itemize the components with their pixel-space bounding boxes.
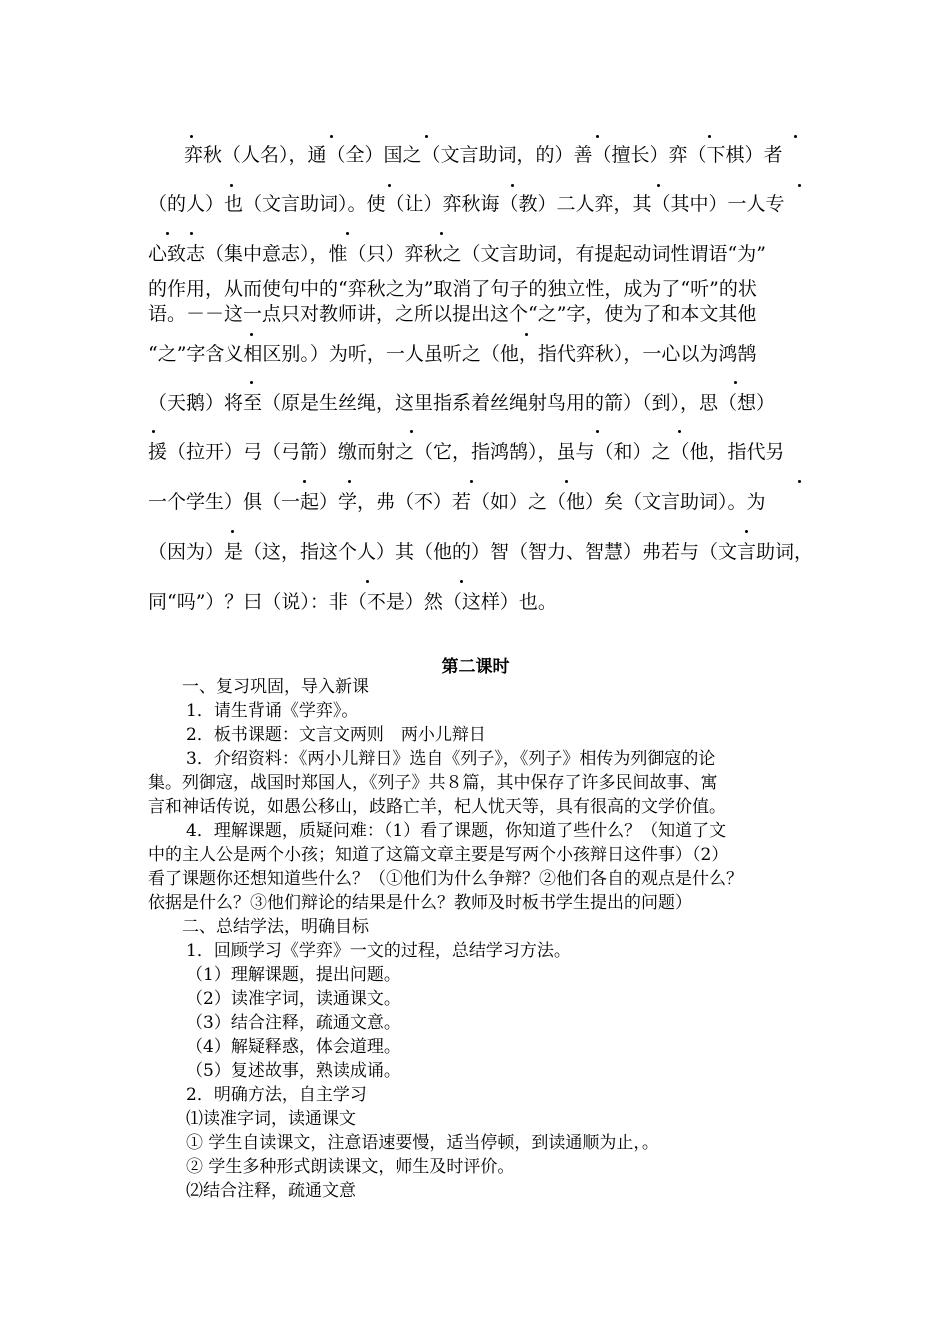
emphasis-dot — [745, 530, 748, 533]
passage-line: （的人）也（文言助词）。使（让）弈秋诲（教）二人弈，其（其中）一人专 — [148, 193, 785, 215]
lesson-line: ② 学生多种形式朗读课文，师生及时评价。 — [186, 1157, 515, 1177]
emphasis-dot — [708, 135, 711, 138]
passage-line: 心致志（集中意志），惟（只）弈秋之（文言助词，有提起动词性谓语“为” — [148, 243, 766, 265]
emphasis-dot — [190, 135, 193, 138]
lesson-line: 2．板书课题：文言文两则 两小儿辩日 — [186, 725, 486, 745]
emphasis-dot — [388, 184, 391, 187]
lesson-line: 中的主人公是两个小孩；知道了这篇文章主要是写两个小孩辩日这件事）（2） — [148, 845, 729, 865]
lesson-line: 依据是什么？③他们辩论的结果是什么？教师及时板书学生提出的问题） — [148, 893, 692, 913]
emphasis-dot — [596, 135, 599, 138]
emphasis-dot — [303, 480, 306, 483]
emphasis-dot — [734, 381, 737, 384]
emphasis-dot — [330, 135, 333, 138]
emphasis-dot — [440, 232, 443, 235]
emphasis-dot — [794, 135, 797, 138]
emphasis-dot — [525, 333, 528, 336]
emphasis-dot — [470, 480, 473, 483]
emphasis-dot — [425, 135, 428, 138]
emphasis-dot — [166, 232, 169, 235]
lesson-line: （1）理解课题，提出问题。 — [186, 965, 401, 985]
lesson-line: （4）解疑释惑，体会道理。 — [186, 1037, 401, 1057]
lesson-line: 3．介绍资料：《两小儿辩日》选自《列子》，《列子》相传为列御寇的论 — [186, 749, 716, 769]
emphasis-dot — [657, 184, 660, 187]
lesson-line: 一、复习巩固，导入新课 — [182, 677, 369, 697]
lesson-line: 1．请生背诵《学弈》。 — [186, 701, 359, 721]
passage-line: 语。－－这一点只对教师讲，之所以提出这个“之”字，使为了和本文其他 — [148, 303, 757, 325]
lesson-line: （5）复述故事，熟读成诵。 — [186, 1061, 401, 1081]
emphasis-dot — [152, 430, 155, 433]
emphasis-dot — [565, 480, 568, 483]
lesson-line: ⑴读准字词，读通课文 — [186, 1109, 356, 1129]
emphasis-dot — [250, 381, 253, 384]
emphasis-dot — [410, 430, 413, 433]
emphasis-dot — [798, 184, 801, 187]
emphasis-dot — [230, 184, 233, 187]
passage-line: （因为）是（这，指这个人）其（他的）智（智力、智慧）弗若与（文言助词， — [148, 541, 814, 563]
emphasis-dot — [231, 530, 234, 533]
lesson-line: 1．回顾学习《学弈》一文的过程，总结学习方法。 — [186, 941, 571, 961]
lesson-line: ① 学生自读课文，注意语速要慢，适当停顿，到读通顺为止，。 — [186, 1133, 659, 1153]
lesson-line: 4．理解课题，质疑问难：（1）看了课题，你知道了些什么？（知道了文 — [186, 821, 727, 841]
emphasis-dot — [460, 580, 463, 583]
lesson-line: 集。列御寇，战国时郑国人，《列子》共８篇，其中保存了许多民间故事、寓 — [148, 773, 718, 793]
section-title: 第二课时 — [441, 657, 510, 677]
emphasis-dot — [596, 430, 599, 433]
passage-line: “之”字含义相区别。）为听，一人虽听之（他，指代弈秋），一心以为鸿鹄 — [148, 343, 757, 365]
passage-line: 的作用，从而使句中的“弈秋之为”取消了句子的独立性，成为了“听”的状 — [148, 278, 757, 300]
emphasis-dot — [346, 232, 349, 235]
emphasis-dot — [348, 480, 351, 483]
emphasis-dot — [678, 430, 681, 433]
passage-line: 同“吗”）？曰（说）：非（不是）然（这样）也。 — [148, 591, 557, 613]
lesson-line: （3）结合注释，疏通文意。 — [186, 1013, 401, 1033]
passage-line: 一个学生）俱（一起）学，弗（不）若（如）之（他）矣（文言助词）。为 — [148, 491, 766, 513]
lesson-line: 看了课题你还想知道些什么？（①他们为什么争辩？②他们各自的观点是什么？ — [148, 869, 743, 889]
emphasis-dot — [798, 480, 801, 483]
emphasis-dot — [250, 333, 253, 336]
emphasis-dot — [366, 580, 369, 583]
lesson-line: ⑵结合注释，疏通文意 — [186, 1181, 356, 1201]
passage-line: 弈秋（人名），通（全）国之（文言助词，的）善（擅长）弈（下棋）者 — [184, 144, 783, 166]
passage-line: （天鹅）将至（原是生丝绳，这里指系着丝绳射鸟用的箭）（到），思（想） — [148, 392, 776, 414]
lesson-line: 2．明确方法，自主学习 — [186, 1085, 367, 1105]
passage-line: 援（拉开）弓（弓箭）缴而射之（它，指鸿鹄），虽与（和）之（他，指代另 — [148, 441, 785, 463]
emphasis-dot — [511, 184, 514, 187]
lesson-line: （2）读准字词，读通课文。 — [186, 989, 401, 1009]
lesson-line: 言和神话传说，如愚公移山，歧路亡羊，杞人忧天等，具有很高的文学价值。 — [148, 797, 726, 817]
emphasis-dot — [190, 232, 193, 235]
lesson-line: 二、总结学法，明确目标 — [182, 917, 369, 937]
